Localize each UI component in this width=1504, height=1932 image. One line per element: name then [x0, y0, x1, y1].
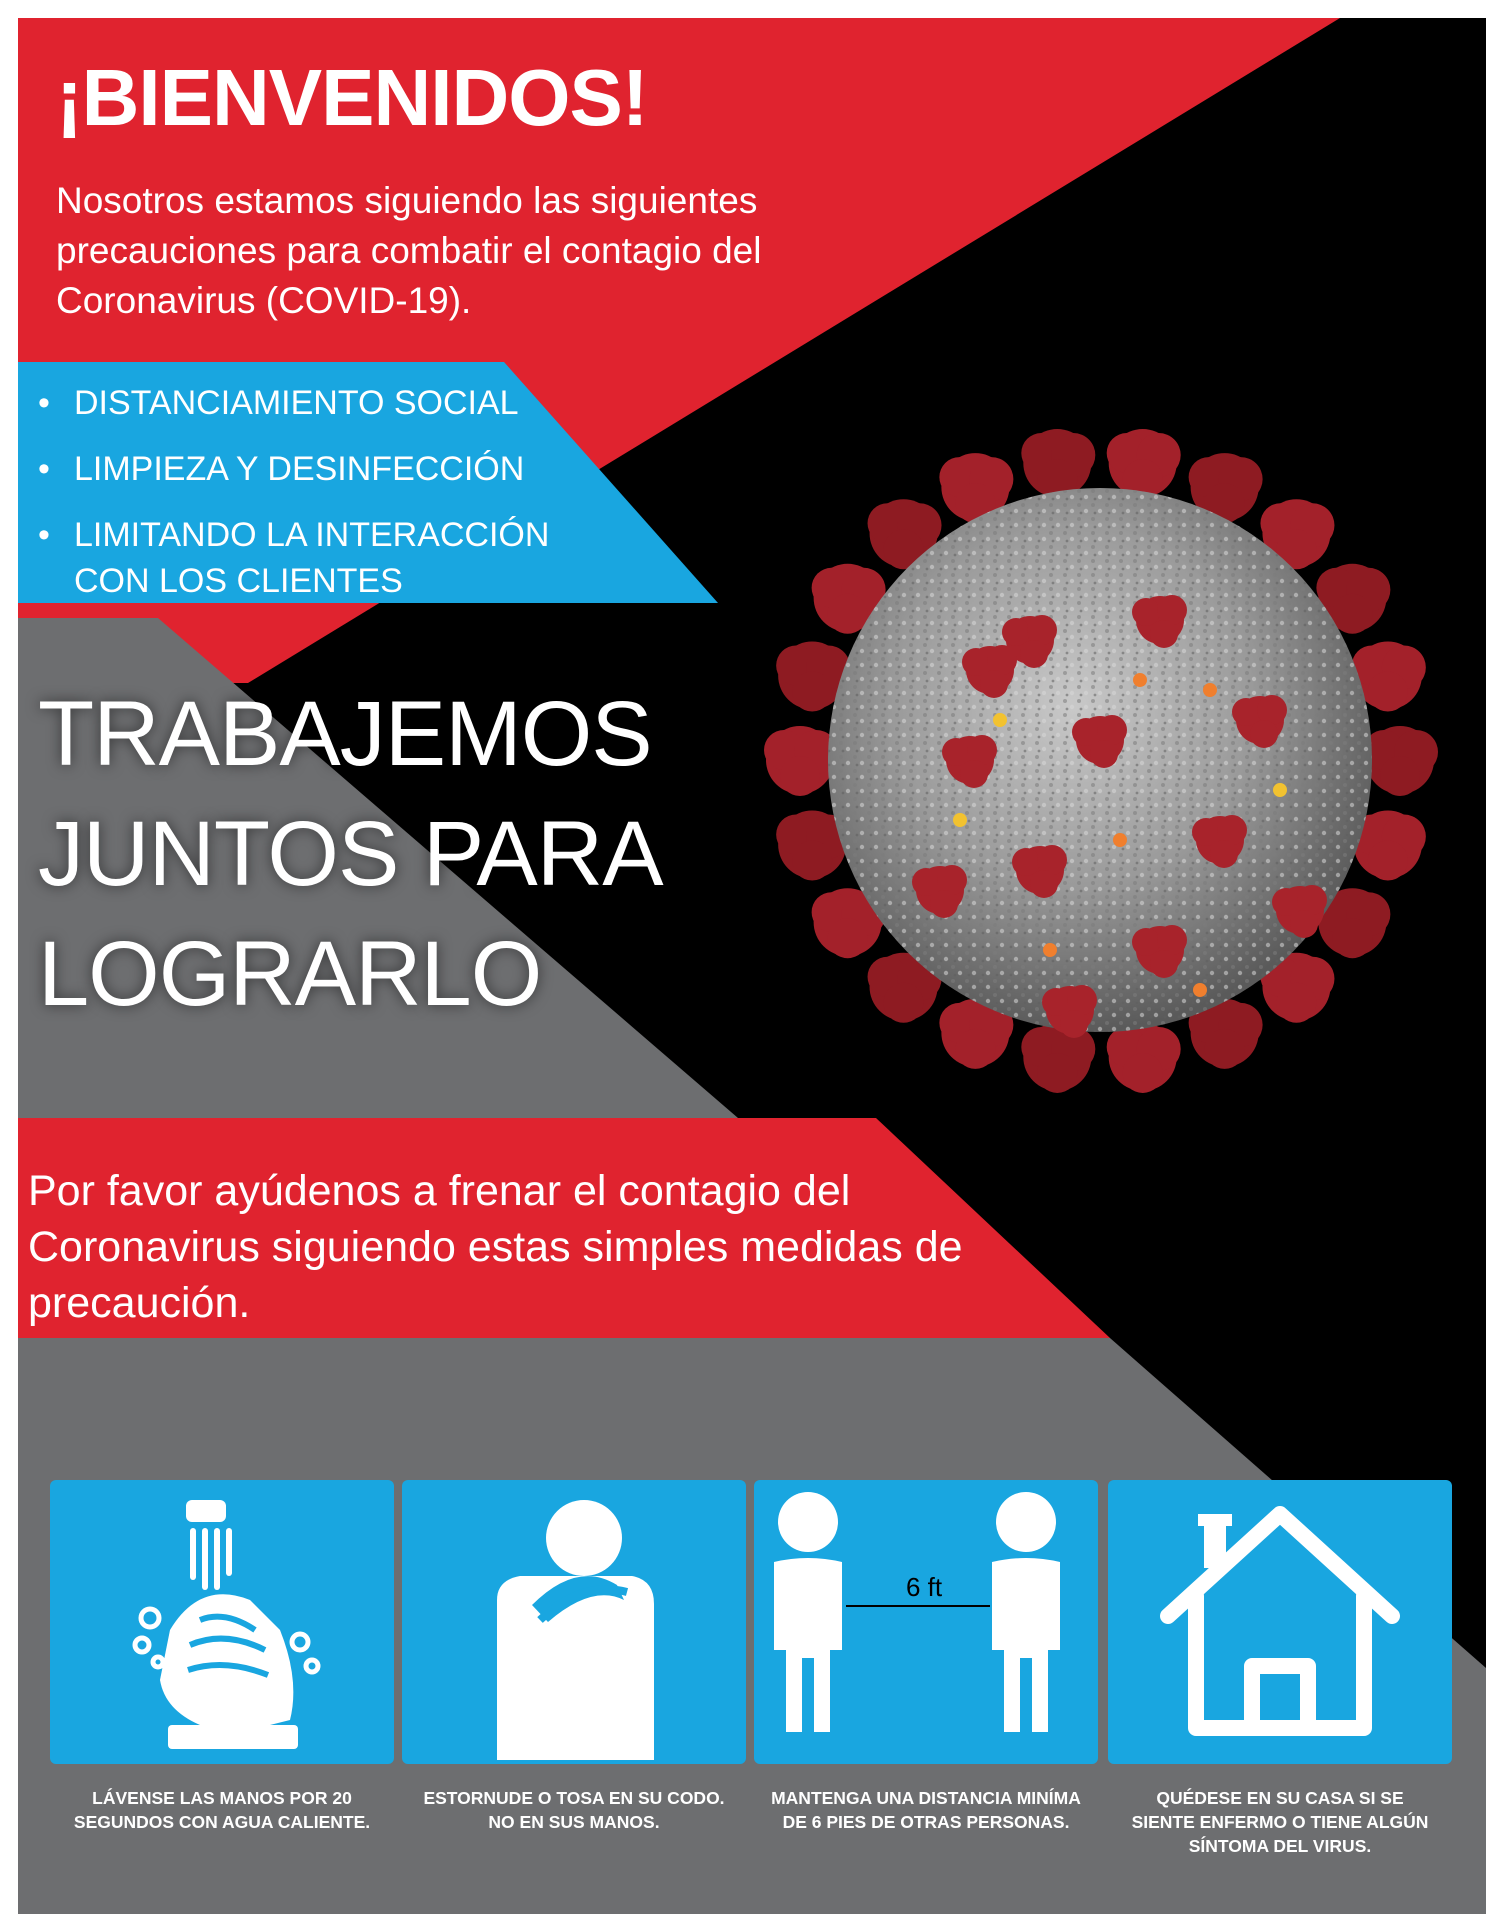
poster — [18, 18, 1486, 1914]
precaution-item — [38, 380, 658, 426]
precaution-label: LIMPIEZA Y DESINFECCIÓN — [74, 450, 525, 488]
plea-text: Por favor ayúdenos a frenar el contagio del Coronavirus siguiendo estas simples medidas de precaución. — [28, 1167, 963, 1327]
virus-spike — [1107, 429, 1181, 499]
tip-tile-cough — [402, 1480, 746, 1764]
tip-caption: LÁVENSE LAS MANOS POR 20 SEGUNDOS CON AGUA CALIENTE. — [73, 1788, 371, 1832]
precautions-list — [38, 380, 658, 624]
surface-protein — [993, 713, 1007, 727]
bullet: • — [38, 516, 50, 554]
precaution-item — [38, 512, 634, 604]
headline: TRABAJEMOS JUNTOS PARA LOGRARLO — [38, 683, 658, 1025]
surface-protein — [1273, 783, 1287, 797]
cough-into-elbow-icon — [402, 1480, 746, 1764]
virus-spike — [1364, 726, 1438, 796]
virus-spike — [1107, 1023, 1181, 1093]
surface-protein — [1193, 983, 1207, 997]
tip-tile-hand-washing — [50, 1480, 394, 1764]
hand-washing-icon — [50, 1480, 394, 1764]
surface-protein — [1043, 943, 1057, 957]
stay-home-icon — [1108, 1480, 1452, 1764]
surface-protein — [1113, 833, 1127, 847]
intro-text: Nosotros estamos siguiendo las siguientes precauciones para combatir el contagio del Coronavirus (COVID-19). — [56, 180, 762, 321]
bullet: • — [38, 450, 50, 488]
tip-tile-stay-home — [1108, 1480, 1452, 1764]
surface-protein — [1203, 683, 1217, 697]
distance-label: 6 ft — [906, 1572, 943, 1602]
surface-protein — [953, 813, 967, 827]
tip-caption: ESTORNUDE O TOSA EN SU CODO. NO EN SUS MANOS. — [423, 1788, 725, 1832]
precaution-label: DISTANCIAMIENTO SOCIAL — [74, 384, 519, 422]
welcome-title: ¡BIENVENIDOS! — [56, 53, 648, 142]
tip-caption: QUÉDESE EN SU CASA SI SE SIENTE ENFERMO O TIENE ALGÚN SÍNTOMA DEL VIRUS. — [1131, 1788, 1429, 1856]
precaution-label: LIMITANDO LA INTERACCIÓN CON LOS CLIENTES — [74, 516, 550, 600]
tip-caption: MANTENGA UNA DISTANCIA MINÍMA DE 6 PIES DE OTRAS PERSONAS. — [771, 1788, 1081, 1832]
precaution-item — [38, 446, 658, 492]
bullet: • — [38, 384, 50, 422]
tip-tile-distance — [754, 1480, 1098, 1764]
coronavirus-illustration — [740, 390, 1460, 1130]
social-distance-icon — [754, 1480, 1098, 1764]
surface-protein — [1133, 673, 1147, 687]
